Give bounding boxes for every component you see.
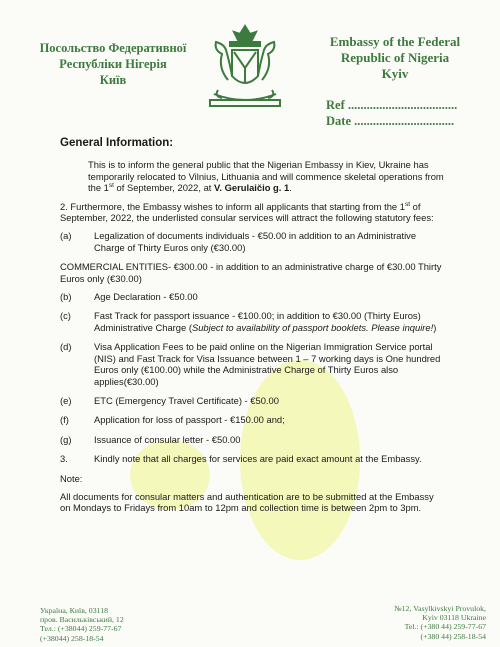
document-title: General Information: <box>60 137 174 149</box>
footer-line: Тел.: (+38044) 259-77-67 <box>40 624 122 634</box>
item-label: (f) <box>60 414 69 426</box>
footer-line: (+380 44) 258-18-54 <box>420 631 486 641</box>
item-label: (d) <box>60 341 72 353</box>
item-text: Visa Application Fees to be paid online on the Nigerian Immigration Service portal (NIS) and Fast Track for Visa Issuance between 1 – 7 working days is One hundred Euros only (€100.00) while the Administrative Charge of Thirty Euros also applies(€30.00) <box>94 341 441 387</box>
footer-line: Tel.: (+380 44) 259-77-67 <box>404 622 486 632</box>
footer-address-ukrainian <box>40 606 180 643</box>
ref-field: Ref ................................... <box>326 98 458 112</box>
item-text: Age Declaration - €50.00 <box>94 291 198 303</box>
item-text <box>94 310 445 333</box>
item-text: Legalization of documents individuals - €50.00 in addition to an Administrative Charge of Thirty Euros only (€30.00) <box>94 230 417 253</box>
item-text: Issuance of consular letter - €50.00 <box>94 433 241 445</box>
date-field: Date ................................ <box>326 114 455 128</box>
item-label: (e) <box>60 394 72 406</box>
list-item <box>60 341 445 387</box>
item-label: 3. <box>60 453 68 465</box>
p2-superscript: st <box>404 200 411 208</box>
header-right-line: Republic of Nigeria <box>340 50 450 65</box>
item-label: (b) <box>60 291 72 303</box>
list-item <box>60 291 445 302</box>
list-item <box>60 310 445 333</box>
header-left-ukrainian <box>18 40 208 88</box>
item-label: (c) <box>60 310 71 322</box>
header-left-line: Київ <box>99 73 127 87</box>
item-text: ETC (Emergency Travel Certificate) - €50.00 <box>94 394 279 406</box>
p2-text: of September, 2022, the underlisted consular services will attract the following statutory fees: <box>60 200 434 224</box>
item-label: (a) <box>60 230 72 242</box>
note-text: All documents for consular matters and authentication are to be submitted at the Embassy on Mondays to Fridays from 10am to 12pm and collection time is between 2pm to 3pm. <box>60 490 434 514</box>
header-right-english <box>300 34 490 82</box>
footer-line: (+38044) 258-18-54 <box>40 633 104 643</box>
header-right-line: Embassy of the Federal <box>329 34 461 49</box>
header-left-line: Посольство Федеративної <box>39 41 187 55</box>
intro-paragraph <box>60 159 445 193</box>
footer-address-english <box>346 604 486 641</box>
intro-superscript: st <box>108 182 114 190</box>
intro-address: V. Gerulaičio g. 1 <box>214 182 290 194</box>
header-left-line: Республіки Нігерія <box>59 57 167 71</box>
intro-text: . <box>289 182 292 194</box>
p2-text: 2. Furthermore, the Embassy wishes to inform all applicants that starting from the 1 <box>60 200 405 212</box>
nigeria-coat-of-arms-icon <box>196 20 294 112</box>
footer-line: Kyiv 03118 Ukraine <box>422 613 486 623</box>
footer-line: пров. Васильківський, 12 <box>40 615 124 625</box>
note-label: Note: <box>60 472 83 484</box>
item-text-part: ) <box>433 321 437 333</box>
item-text-part: Fast Track for passport issuance - €100.00; in addition to €30.00 (Thirty Euros) Administrative Charge ( <box>94 310 421 333</box>
list-item <box>60 434 445 445</box>
list-item <box>60 414 445 425</box>
list-item <box>60 453 445 464</box>
item-text: Kindly note that all charges for services are paid exact amount at the Embassy. <box>94 453 422 465</box>
item-text: Application for loss of passport - €150.00 and; <box>94 414 285 426</box>
list-item <box>60 230 445 253</box>
paragraph-2 <box>60 201 445 224</box>
item-label: (g) <box>60 433 72 445</box>
item-italic-note: Subject to availability of passport booklets. Please inquire! <box>191 321 434 333</box>
intro-text: of September, 2022, at <box>113 182 214 194</box>
footer-line: Україна, Київ, 03118 <box>40 606 109 615</box>
header-right-line: Kyiv <box>381 66 409 81</box>
footer-line: №12, Vasylkivskyi Provulok, <box>394 604 486 613</box>
document-body <box>60 138 445 521</box>
intro-text: This is to inform the general public that the Nigerian Embassy in Kiev, Ukraine has temporarily relocated to Vilnius, Lithuania and will commence skeletal operations from the 1 <box>88 159 444 194</box>
commercial-entities-text: COMMERCIAL ENTITIES- €300.00 - in addition to an administrative charge of €30.00 Thirty Euros only (€30.00) <box>60 261 442 284</box>
list-item <box>60 395 445 406</box>
